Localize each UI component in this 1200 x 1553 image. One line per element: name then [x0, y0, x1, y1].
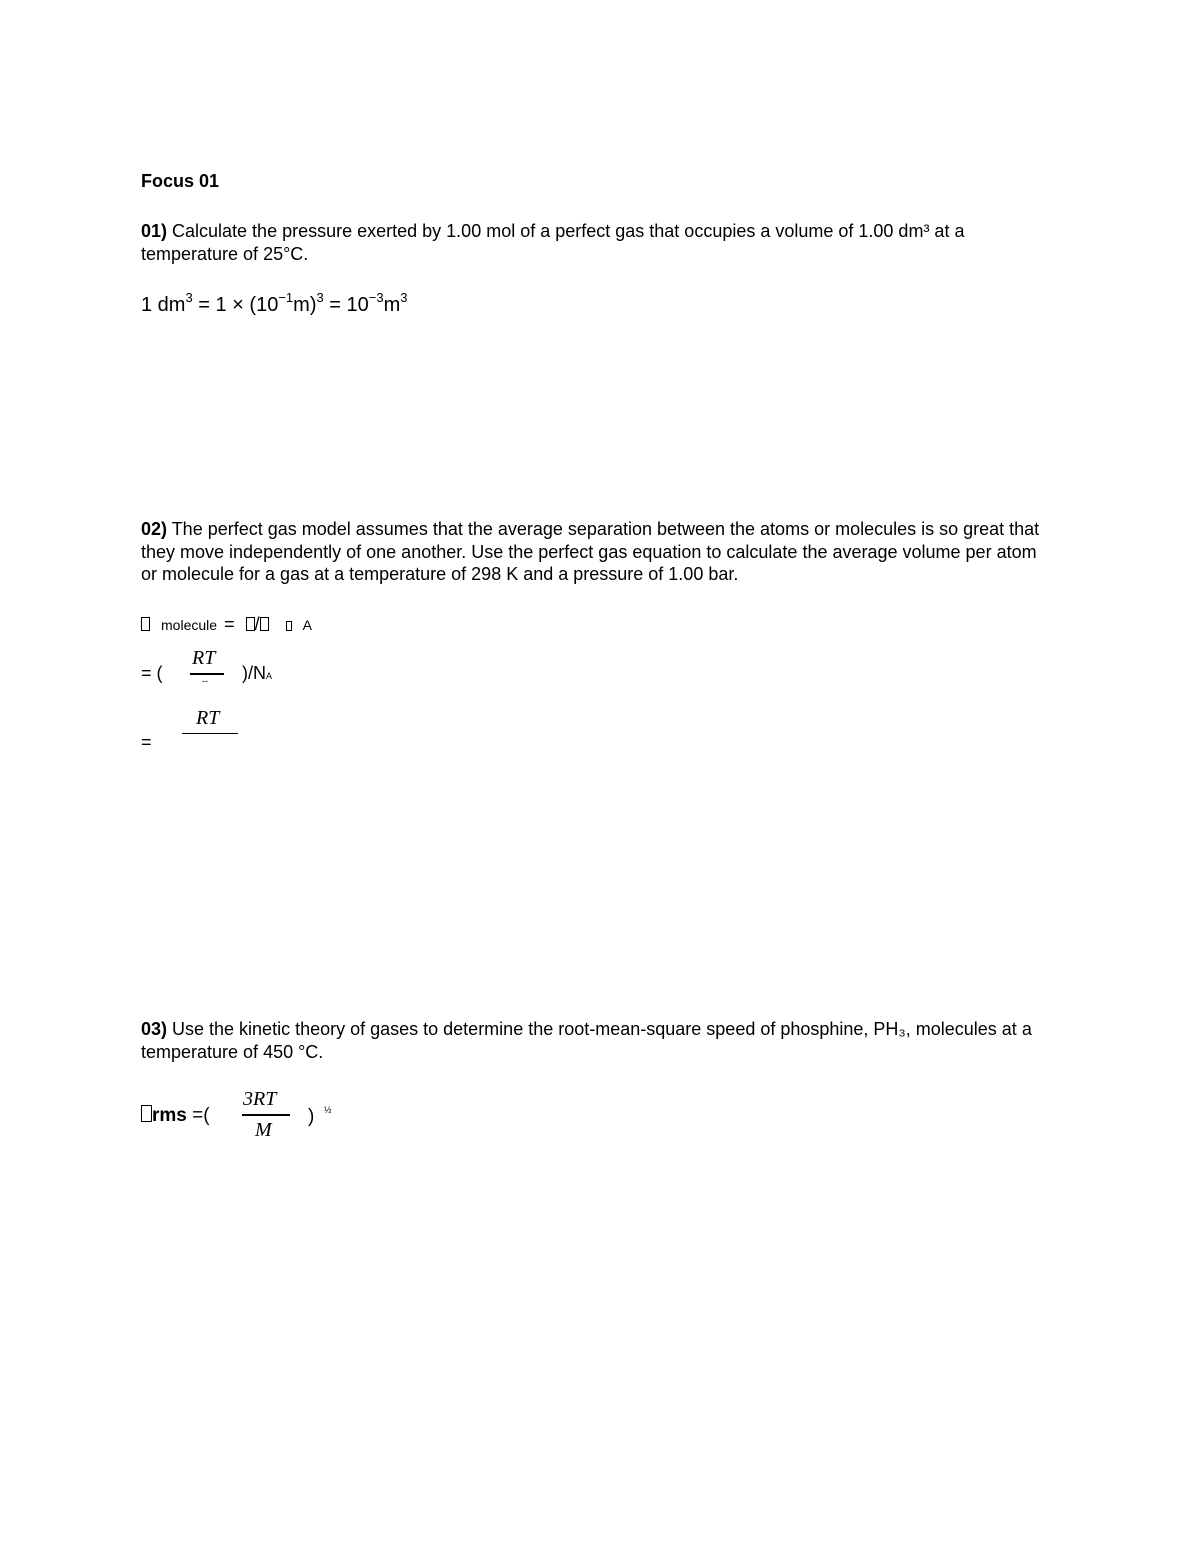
question-1-text: Calculate the pressure exerted by 1.00 mol of a perfect gas that occupies a volume of 1.00 dm³ at a temperature of 25°C. — [141, 221, 965, 264]
eq-label: molecule — [161, 617, 218, 633]
eq-exponent: −1 — [278, 290, 294, 305]
eq-subscript: A — [302, 617, 312, 633]
eq-slash: / — [254, 614, 260, 634]
question-3-equation — [141, 1105, 210, 1127]
question-3-number: 03) — [141, 1019, 168, 1039]
eq-part: m — [383, 294, 401, 316]
eq-sign: = — [224, 614, 235, 634]
fraction-numerator: 3RT — [243, 1088, 277, 1110]
eq-subscript: A — [266, 671, 273, 681]
eq-tail — [242, 663, 272, 684]
fraction-bar — [182, 733, 238, 734]
question-3-text: Use the kinetic theory of gases to determine the root-mean-square speed of phosphine, PH₃, molecules at a temperature of 450 °C. — [141, 1019, 1032, 1062]
eq-label: rms — [152, 1105, 187, 1126]
missing-glyph-icon — [141, 617, 150, 631]
question-1-number: 01) — [141, 221, 168, 241]
missing-glyph-icon — [141, 1105, 152, 1122]
question-1-equation — [141, 290, 408, 317]
fraction-denominator: -- — [202, 676, 208, 686]
question-3 — [141, 1018, 1056, 1063]
eq-part: )/N — [242, 663, 266, 683]
eq-exponent: 3 — [400, 290, 408, 305]
page-title: Focus 01 — [141, 171, 220, 191]
eq-exponent: 3 — [316, 290, 324, 305]
eq-sign: = ( — [141, 663, 163, 683]
eq-part: =( — [186, 1105, 210, 1126]
missing-glyph-icon — [260, 617, 269, 631]
eq-sign: = — [141, 732, 152, 752]
question-2-number: 02) — [141, 519, 168, 539]
eq-part: m) — [293, 294, 317, 316]
fraction-bar — [190, 673, 224, 675]
question-2 — [141, 518, 1056, 586]
missing-glyph-icon — [246, 617, 255, 631]
eq-part: 1 dm — [141, 294, 186, 316]
fraction-numerator: RT — [192, 647, 216, 669]
fraction-denominator: M — [255, 1119, 272, 1141]
question-2-text: The perfect gas model assumes that the average separation between the atoms or molecules is so great that they move independently of one another. Use the perfect gas equation to calculate the average volume per atom or molecule for a gas at a temperature of 298 K and a pressure of 1.00 bar. — [141, 519, 1040, 584]
eq-exponent: −3 — [368, 290, 384, 305]
eq-part: = 1 × (10 — [192, 294, 279, 316]
eq-part: = 10 — [323, 294, 369, 316]
fraction-bar — [242, 1114, 290, 1116]
eq-exponent: 3 — [185, 290, 193, 305]
question-1 — [141, 220, 1056, 265]
question-2-equation-line-1 — [141, 614, 312, 635]
eq-part: ) — [308, 1106, 315, 1127]
missing-glyph-icon — [286, 621, 292, 631]
fraction-numerator: RT — [196, 707, 220, 729]
eq-exponent: ½ — [324, 1105, 332, 1115]
